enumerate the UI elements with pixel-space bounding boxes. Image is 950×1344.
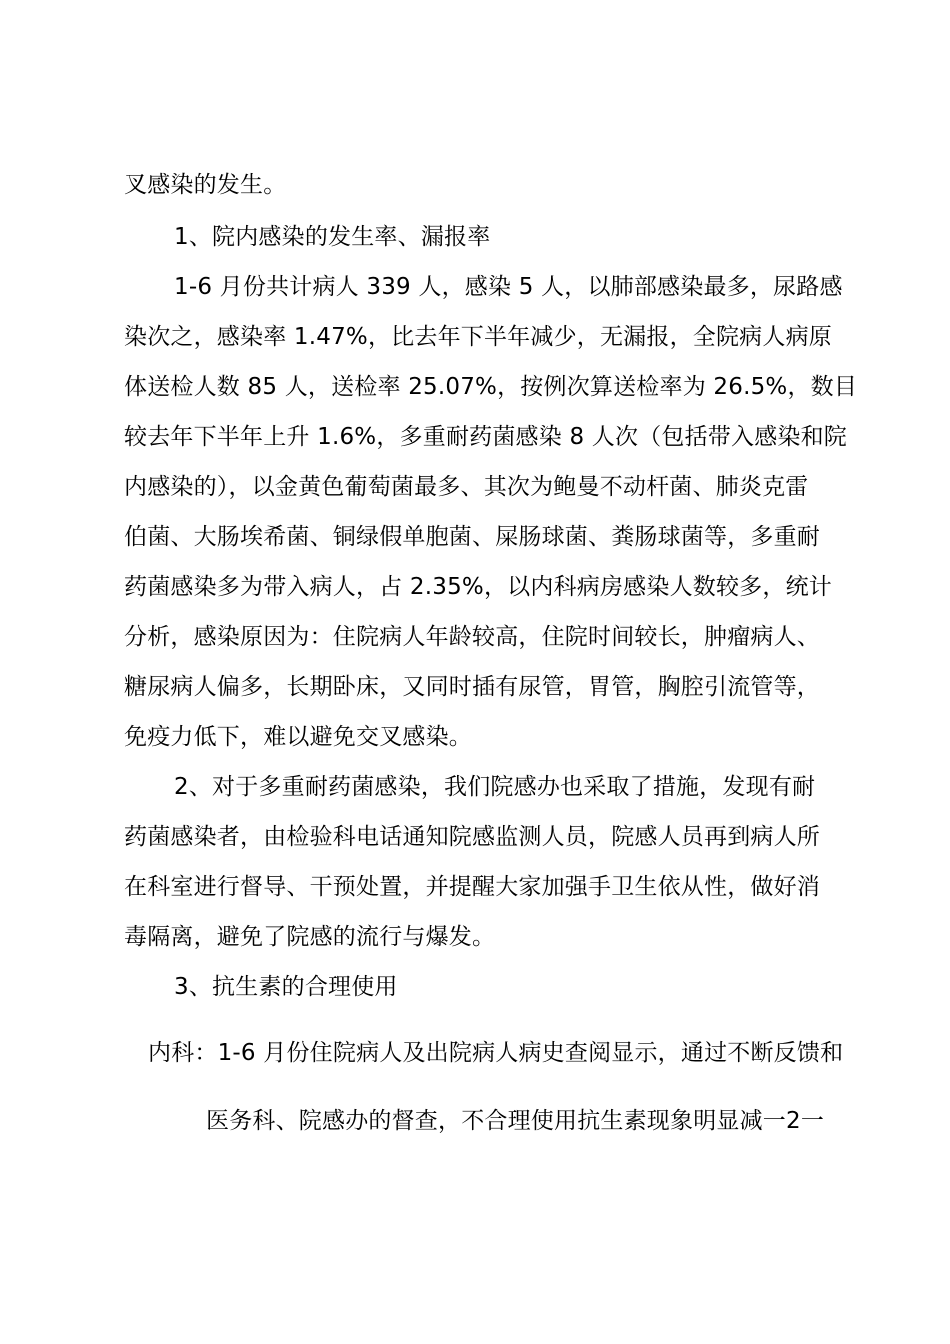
text-line: 染次之，感染率 1.47%，比去年下半年减少，无漏报，全院病人病原	[124, 324, 832, 350]
text-line: 2、对于多重耐药菌感染，我们院感办也采取了措施，发现有耐	[174, 774, 816, 800]
text-line: 免疫力低下，难以避免交叉感染。	[124, 724, 472, 750]
text-line: 内科：1-6 月份住院病人及出院病人病史查阅显示，通过不断反馈和	[148, 1040, 844, 1066]
section-heading-3: 3、抗生素的合理使用	[174, 974, 398, 1000]
text-line: 毒隔离，避免了院感的流行与爆发。	[124, 924, 496, 950]
text-line: 分析，感染原因为：住院病人年龄较高，住院时间较长，肿瘤病人、	[124, 624, 820, 650]
text-line: 内感染的），以金黄色葡萄菌最多、其次为鲍曼不动杆菌、肺炎克雷	[124, 474, 809, 500]
text-line: 伯菌、大肠埃希菌、铜绿假单胞菌、屎肠球菌、粪肠球菌等，多重耐	[124, 524, 820, 550]
text-line: 叉感染的发生。	[124, 172, 287, 198]
text-line: 药菌感染多为带入病人，占 2.35%，以内科病房感染人数较多，统计	[124, 574, 832, 600]
text-line: 1-6 月份共计病人 339 人，感染 5 人，以肺部感染最多，尿路感	[174, 274, 843, 300]
text-line: 药菌感染者，由检验科电话通知院感监测人员，院感人员再到病人所	[124, 824, 820, 850]
section-heading-1: 1、院内感染的发生率、漏报率	[174, 224, 491, 250]
text-line: 较去年下半年上升 1.6%，多重耐药菌感染 8 人次（包括带入感染和院	[124, 424, 847, 450]
text-line: 糖尿病人偏多，长期卧床，又同时插有尿管，胃管，胸腔引流管等，	[124, 674, 820, 700]
text-line: 体送检人数 85 人，送检率 25.07%，按例次算送检率为 26.5%，数目	[124, 374, 858, 400]
text-line: 在科室进行督导、干预处置，并提醒大家加强手卫生依从性，做好消	[124, 874, 820, 900]
text-line-with-page-number: 医务科、院感办的督查，不合理使用抗生素现象明显减一2一	[206, 1108, 825, 1134]
